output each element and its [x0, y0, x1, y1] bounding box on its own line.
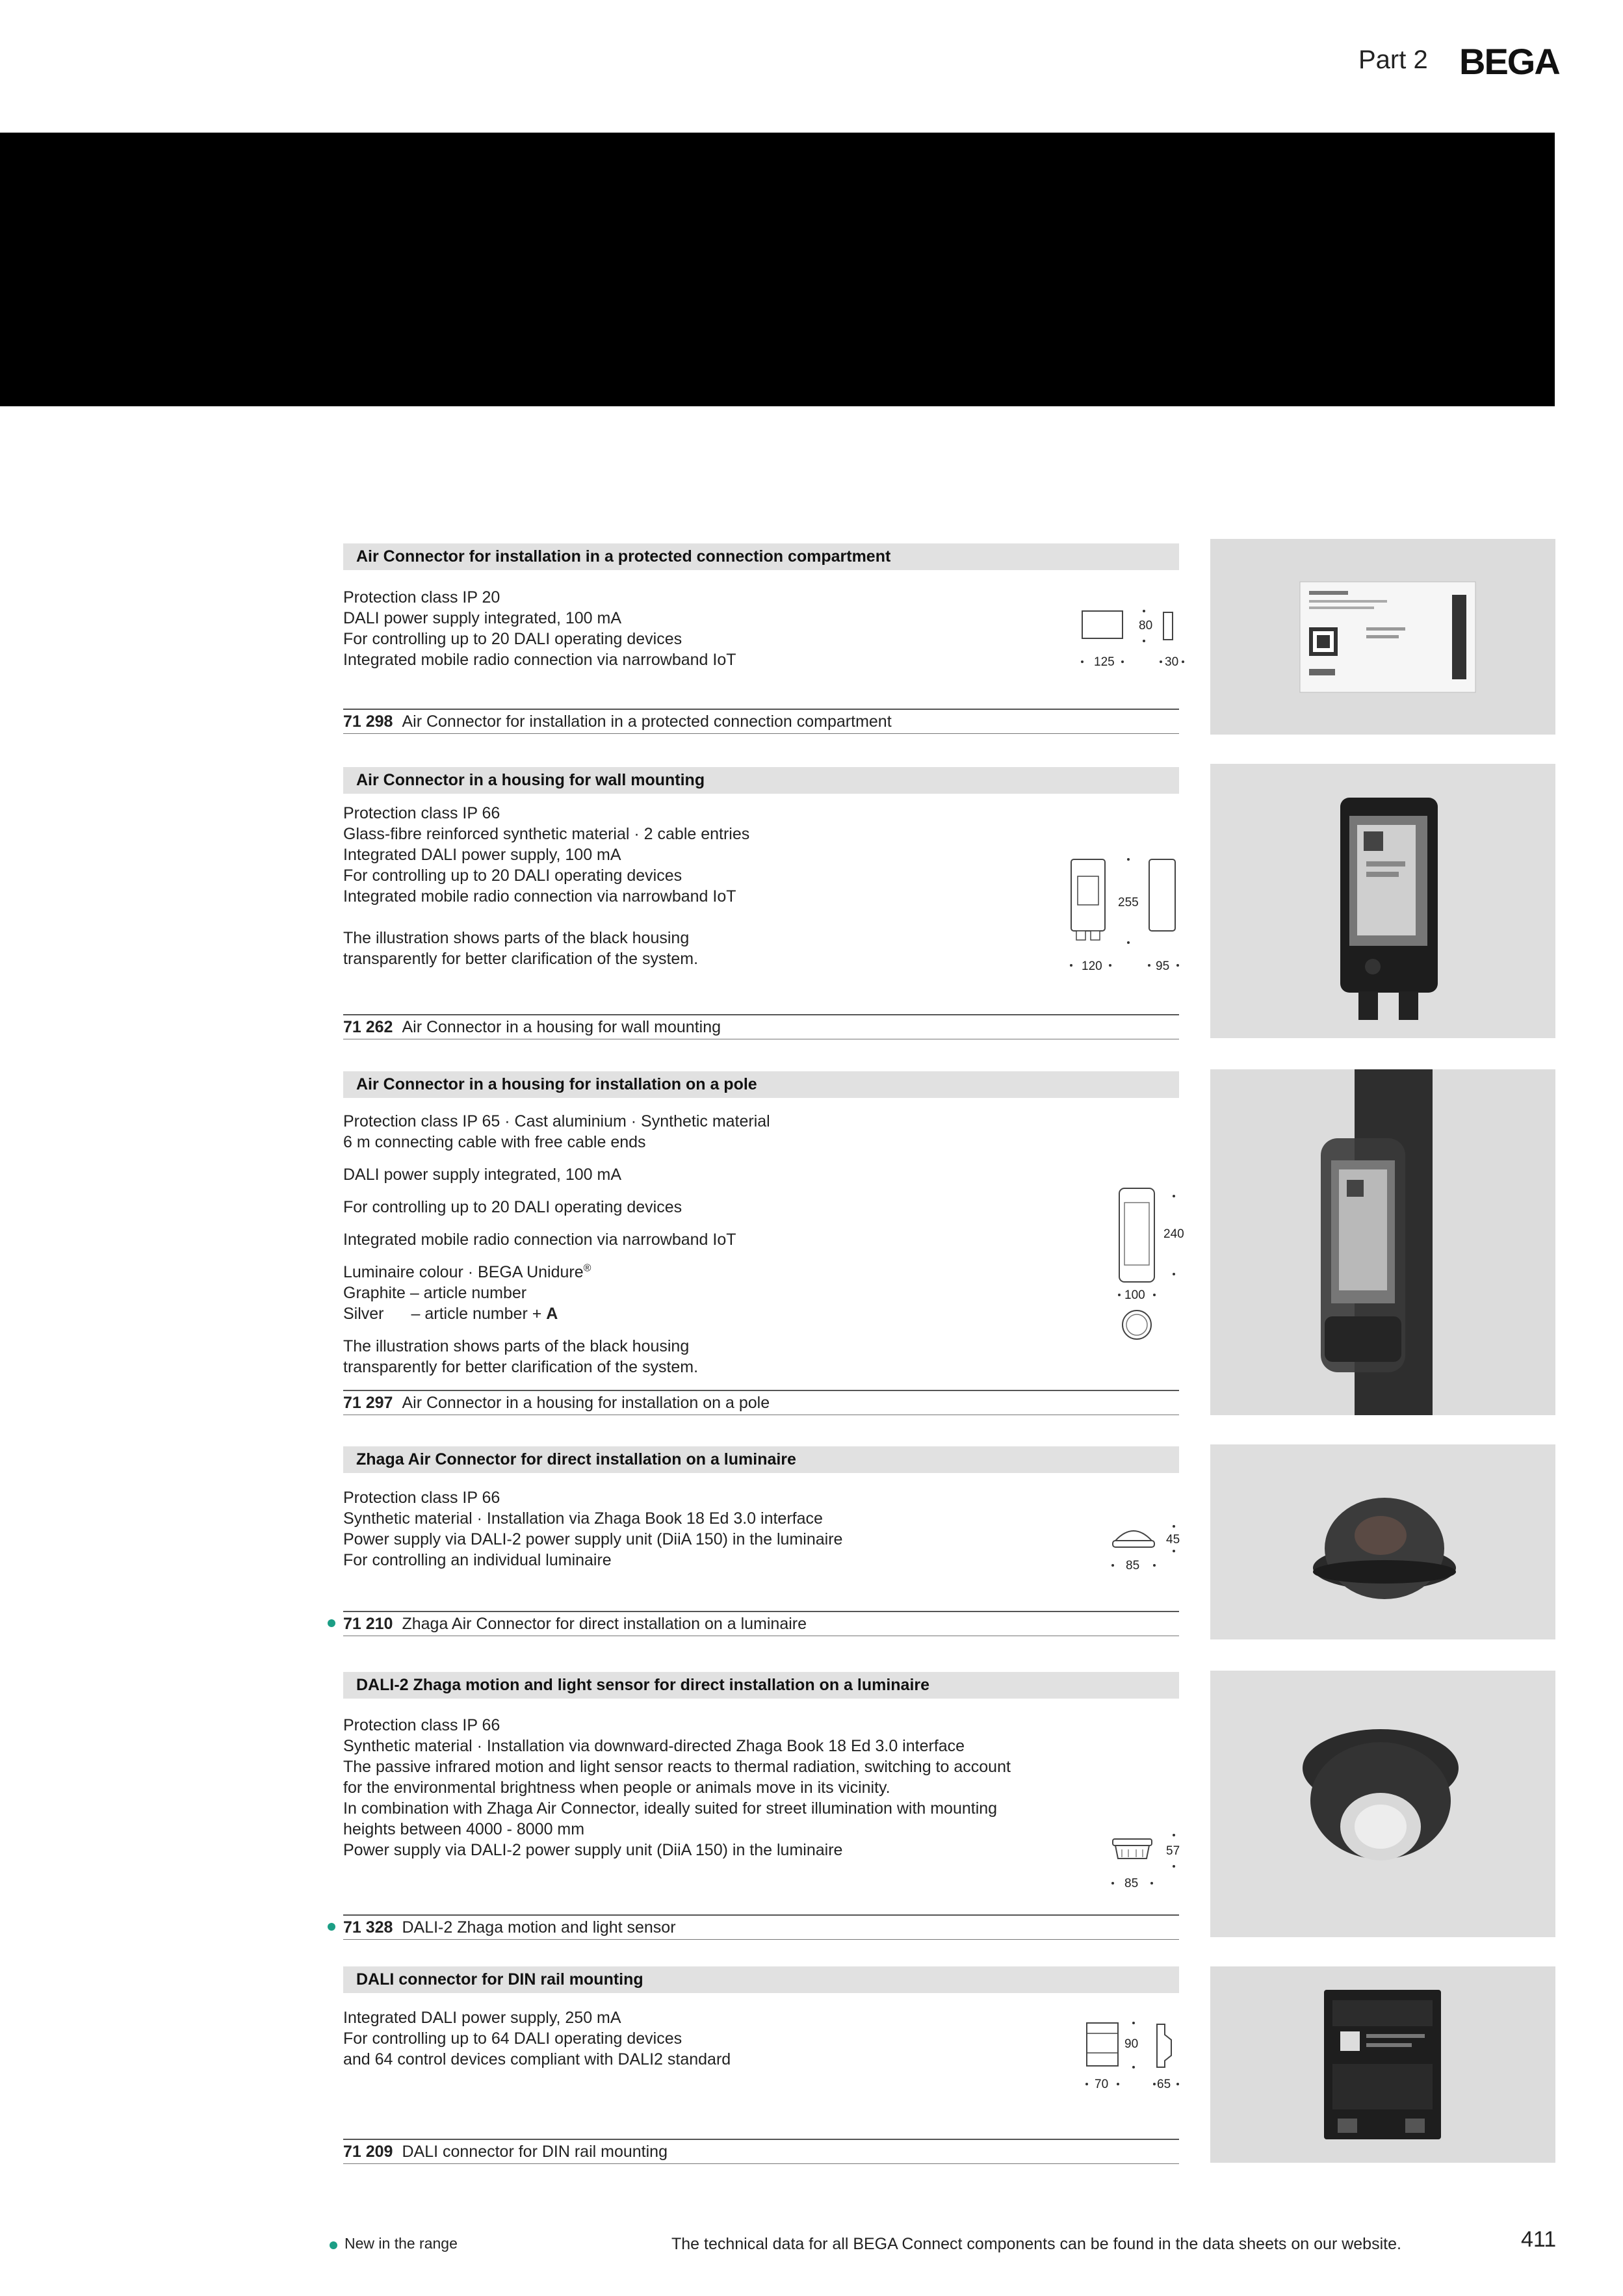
new-marker-dot [328, 1619, 335, 1627]
spec-line: Integrated DALI power supply, 100 mA [343, 846, 621, 864]
dimension-drawing [1105, 1823, 1189, 1895]
spec-line: for the environmental brightness when people or animals move in its vicinity. [343, 1779, 890, 1797]
spec-line: Protection class IP 66 [343, 1716, 500, 1734]
article-description: DALI-2 Zhaga motion and light sensor [402, 1918, 676, 1937]
spec-line: Synthetic material · Installation via Zhaga Book 18 Ed 3.0 interface [343, 1509, 823, 1528]
header-banner [0, 133, 1555, 406]
part-label: Part 2 [1358, 46, 1428, 74]
colour-option: Graphite – article number [343, 1284, 527, 1302]
dim-diameter: 85 [1124, 1877, 1139, 1890]
spec-line: For controlling up to 20 DALI operating devices [343, 867, 682, 885]
article-description: Air Connector for installation in a protected connection compartment [402, 712, 892, 731]
spec-line: In combination with Zhaga Air Connector, ideally suited for street illumination with mounting [343, 1799, 998, 1818]
spec-line: Integrated mobile radio connection via narrowband IoT [343, 887, 736, 906]
spec-line: Integrated mobile radio connection via narrowband IoT [343, 651, 736, 669]
colour-title-text: Luminaire colour · BEGA Unidure [343, 1263, 584, 1281]
product-photo [1210, 1069, 1555, 1415]
article-number: 71 262 [343, 1018, 393, 1036]
colour-silver-label: Silver [343, 1305, 384, 1323]
spec-line: Integrated DALI power supply, 250 mA [343, 2009, 621, 2027]
dim-diameter: 100 [1124, 1288, 1145, 1302]
article-row [343, 2139, 1179, 2164]
footer-note: The technical data for all BEGA Connect components can be found in the data sheets on our website. [671, 2235, 1401, 2253]
dim-depth: 95 [1156, 959, 1170, 973]
colour-title [343, 1262, 770, 1283]
article-number: 71 210 [343, 1615, 393, 1633]
spec-line: For controlling an individual luminaire [343, 1551, 612, 1569]
section-title: Air Connector in a housing for wall mounting [343, 767, 1179, 794]
dimension-drawing [1105, 1515, 1189, 1580]
dim-height: 80 [1139, 619, 1153, 633]
note-line: The illustration shows parts of the black housing [343, 1337, 690, 1355]
dim-depth: 65 [1157, 2078, 1171, 2091]
spec-line: Protection class IP 65 · Cast aluminium · Synthetic material [343, 1112, 770, 1130]
spec-line: Synthetic material · Installation via downward-directed Zhaga Book 18 Ed 3.0 interface [343, 1737, 965, 1755]
dim-width: 125 [1094, 655, 1115, 669]
spec-line: Protection class IP 66 [343, 804, 500, 822]
spec-line: 6 m connecting cable with free cable ends [343, 1133, 646, 1151]
spec-line: heights between 4000 - 8000 mm [343, 1820, 585, 1838]
spec-line: DALI power supply integrated, 100 mA [343, 609, 622, 627]
spec-line: and 64 control devices compliant with DALI2 standard [343, 2050, 731, 2068]
section-description [343, 1111, 770, 1377]
article-row [343, 1611, 1179, 1636]
legend-new-in-range: New in the range [344, 2235, 458, 2252]
section-title: Air Connector in a housing for installation on a pole [343, 1071, 1179, 1098]
dim-depth: 30 [1165, 655, 1179, 669]
note-line: transparently for better clarification of the system. [343, 1358, 699, 1376]
section-description [343, 803, 749, 969]
note-line: The illustration shows parts of the black housing [343, 929, 690, 947]
dim-height: 240 [1163, 1227, 1184, 1241]
colour-silver-text: – article number + [411, 1305, 542, 1323]
note-line: transparently for better clarification of the system. [343, 950, 699, 968]
spec-line: For controlling up to 20 DALI operating devices [343, 630, 682, 648]
spec-line: Power supply via DALI-2 power supply unit (DiiA 150) in the luminaire [343, 1841, 843, 1859]
dim-height: 57 [1166, 1844, 1180, 1858]
product-photo [1210, 1444, 1555, 1639]
article-row [343, 709, 1179, 734]
article-description: Air Connector in a housing for installation on a pole [402, 1394, 770, 1412]
dim-height: 90 [1124, 2037, 1139, 2051]
article-description: Zhaga Air Connector for direct installation on a luminaire [402, 1615, 807, 1633]
section-title: DALI connector for DIN rail mounting [343, 1966, 1179, 1993]
section-title: DALI-2 Zhaga motion and light sensor for direct installation on a luminaire [343, 1672, 1179, 1699]
new-marker-dot [328, 1923, 335, 1931]
article-number: 71 209 [343, 2143, 393, 2161]
spec-line: For controlling up to 64 DALI operating devices [343, 2029, 682, 2048]
spec-line: For controlling up to 20 DALI operating devices [343, 1198, 682, 1216]
dim-diameter: 85 [1126, 1559, 1140, 1572]
dim-height: 45 [1166, 1533, 1180, 1546]
dim-width: 120 [1082, 959, 1102, 973]
colour-silver-suffix: A [546, 1305, 558, 1323]
dimension-drawing [1059, 852, 1189, 975]
product-photo [1210, 1966, 1555, 2163]
spec-line: Protection class IP 66 [343, 1489, 500, 1507]
new-marker-dot [330, 2241, 337, 2249]
page-number: 411 [1521, 2227, 1557, 2252]
section-title: Zhaga Air Connector for direct installation on a luminaire [343, 1446, 1179, 1473]
article-description: Air Connector in a housing for wall mounting [402, 1018, 721, 1036]
dimension-drawing [1072, 598, 1189, 676]
dim-width: 70 [1095, 2078, 1109, 2091]
section-description [343, 587, 736, 670]
article-description: DALI connector for DIN rail mounting [402, 2143, 668, 2161]
product-photo [1210, 539, 1555, 735]
article-number: 71 298 [343, 712, 393, 731]
spec-line: Integrated mobile radio connection via narrowband IoT [343, 1231, 736, 1249]
spec-line: DALI power supply integrated, 100 mA [343, 1166, 622, 1184]
dim-height: 255 [1118, 896, 1139, 909]
spec-line: The passive infrared motion and light sensor reacts to thermal radiation, switching to account [343, 1758, 1011, 1776]
spec-line: Glass-fibre reinforced synthetic material · 2 cable entries [343, 825, 750, 843]
product-photo [1210, 764, 1555, 1038]
product-photo [1210, 1671, 1555, 1937]
section-title: Air Connector for installation in a protected connection compartment [343, 543, 1179, 570]
section-description [343, 1715, 1011, 1860]
registered-mark: ® [583, 1262, 591, 1274]
spec-line: Protection class IP 20 [343, 588, 500, 607]
article-number: 71 328 [343, 1918, 393, 1937]
section-description [343, 1487, 842, 1571]
article-row [343, 1014, 1179, 1039]
article-row [343, 1914, 1179, 1940]
brand-logo: BEGA [1459, 41, 1559, 82]
spec-line: Power supply via DALI-2 power supply unit (DiiA 150) in the luminaire [343, 1530, 843, 1548]
colour-option [343, 1303, 770, 1324]
section-description [343, 2007, 731, 2070]
article-row [343, 1390, 1179, 1415]
dimension-drawing [1105, 1183, 1189, 1352]
dimension-drawing [1079, 2015, 1196, 2100]
article-number: 71 297 [343, 1394, 393, 1412]
